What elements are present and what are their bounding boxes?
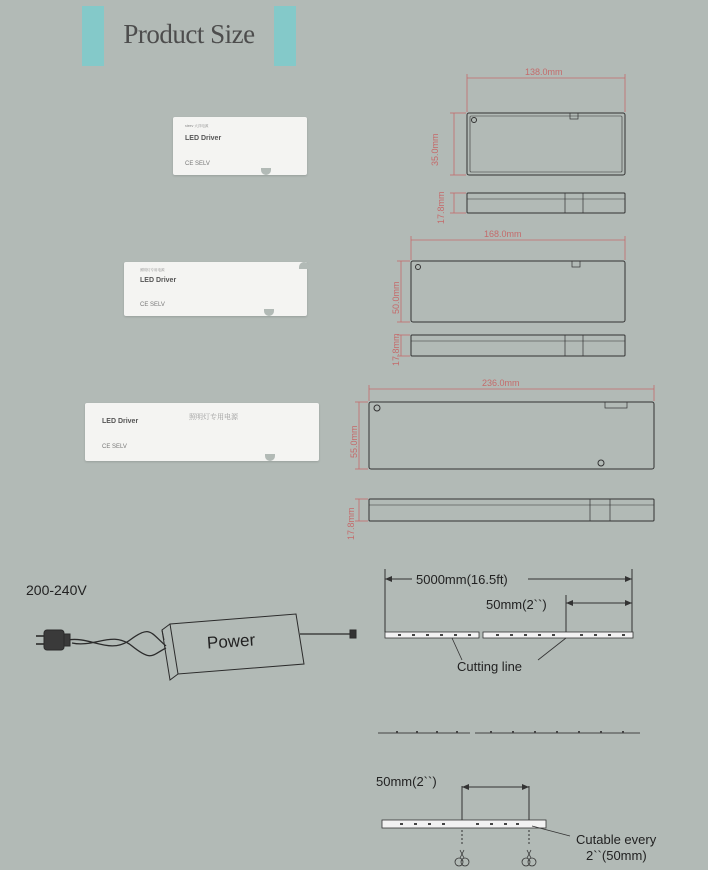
strip-segment-bottom-label: 50mm(2``) [376,774,437,789]
driver-photo-2-name: LED Driver [140,277,177,284]
driver-photo-1-brand: steev 大洋电源 [185,124,209,128]
cutable-every-label: Cutable every [576,832,657,847]
power-box-label: Power [206,630,256,653]
driver-3-thickness-label: 17.8mm [346,507,356,540]
driver-photo-2-cert: CE SELV [140,302,165,308]
driver-2-width-label: 168.0mm [484,229,522,239]
driver-photo-2-brand: 照明灯专用电源 [140,268,165,272]
cutting-line-label: Cutting line [457,659,523,674]
driver-photo-3-cert: CE SELV [102,444,127,450]
driver-3-width-label: 236.0mm [482,378,520,388]
driver-photo-3-cn-text: 照明灯专用电源 [189,413,238,421]
cutable-interval-label: 2``(50mm) [586,848,647,863]
driver-1-width-label: 138.0mm [525,67,563,77]
strip-segment-top-label: 50mm(2``) [486,597,547,612]
driver-3-height-label: 55.0mm [349,425,359,458]
driver-photo-1-name: LED Driver [185,135,222,142]
driver-photo-3-name: LED Driver [102,418,139,425]
voltage-label: 200-240V [26,582,87,598]
page-title: Product Size [123,19,255,49]
driver-1-height-label: 35.0mm [430,133,440,166]
driver-1-thickness-label: 17.8mm [436,191,446,224]
driver-2-height-label: 50.0mm [391,281,401,314]
strip-total-length-label: 5000mm(16.5ft) [416,572,508,587]
driver-2-thickness-label: 17.8mm [391,333,401,366]
driver-photo-1-cert: CE SELV [185,161,210,167]
